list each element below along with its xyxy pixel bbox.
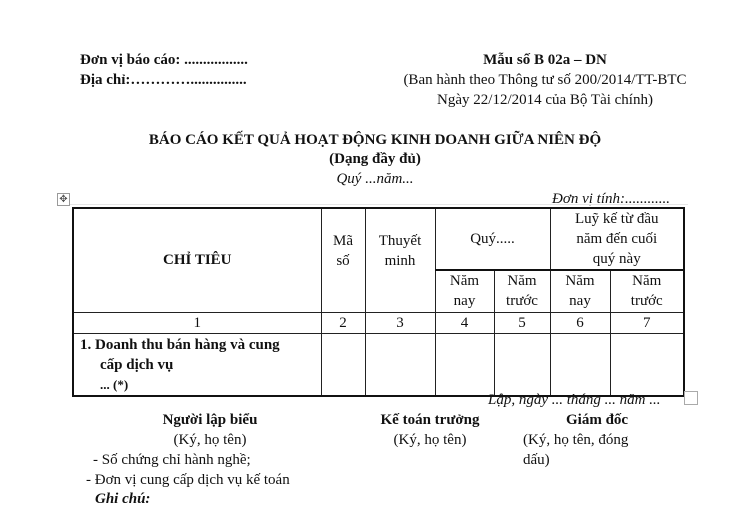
preparer-extra2: - Đơn vị cung cấp dịch vụ kế toán — [86, 472, 290, 488]
director-note-line1: (Ký, họ tên, đóng — [523, 432, 629, 448]
column-number: 7 — [610, 312, 684, 333]
subheader-line1: Năm — [507, 273, 537, 290]
header-ytd-line3: quý này — [592, 251, 641, 267]
cell-code[interactable] — [321, 333, 365, 396]
table-move-handle-icon[interactable]: ✥ — [57, 193, 70, 206]
report-period: Quý ...năm... — [336, 171, 414, 187]
header-note-line2: minh — [384, 253, 416, 269]
header-indicator: CHỈ TIÊU — [73, 208, 321, 312]
footnote-label: Ghi chú: — [95, 491, 151, 507]
column-number: 5 — [494, 312, 550, 333]
chief-accountant-note: (Ký, họ tên) — [393, 432, 467, 448]
subheader-ytd-current — [550, 270, 610, 312]
row-indicator-line2: cấp dịch vụ — [100, 356, 174, 373]
subheader-line1: Năm — [565, 273, 595, 290]
table-row — [73, 333, 684, 396]
header-code — [321, 208, 365, 312]
subheader-quarter-previous — [494, 270, 550, 312]
subheader-line2: trước — [630, 293, 663, 310]
subheader-line2: trước — [506, 293, 538, 310]
cell-note[interactable] — [365, 333, 435, 396]
report-title: BÁO CÁO KẾT QUẢ HOẠT ĐỘNG KINH DOANH GIỮA NIÊN ĐỘ — [148, 132, 602, 148]
cell-quarter-current[interactable] — [435, 333, 494, 396]
director-title: Giám đốc — [566, 412, 629, 428]
row-indicator-line3: ... (*) — [100, 376, 129, 392]
column-number: 6 — [550, 312, 610, 333]
issued-by-line2: Ngày 22/12/2014 của Bộ Tài chính) — [437, 92, 653, 108]
subheader-line2: nay — [569, 293, 591, 310]
column-number: 4 — [435, 312, 494, 333]
header-code-line2: số — [336, 253, 350, 269]
header-quarter: Quý..... — [435, 208, 550, 270]
director-note-line2: dấu) — [523, 452, 550, 468]
row-indicator-line1: 1. Doanh thu bán hàng và cung — [80, 336, 280, 353]
subheader-line1: Năm — [449, 273, 480, 290]
header-code-line1: Mã — [333, 233, 353, 249]
row-indicator[interactable] — [73, 333, 321, 396]
column-number: 2 — [321, 312, 365, 333]
cell-quarter-previous[interactable] — [494, 333, 550, 396]
cell-ytd-current[interactable] — [550, 333, 610, 396]
row-end-marker-icon — [684, 391, 698, 405]
header-ytd-line1: Luỹ kế từ đầu — [574, 211, 659, 227]
cell-ytd-previous[interactable] — [610, 333, 684, 396]
unit-label: Đơn vị tính:............ — [552, 191, 670, 207]
subheader-line1: Năm — [632, 273, 662, 290]
header-note-line1: Thuyết — [378, 233, 422, 249]
column-number: 3 — [365, 312, 435, 333]
subheader-line2: nay — [453, 293, 476, 310]
chief-accountant-title: Kế toán trưởng — [380, 412, 480, 428]
header-ytd-line2: năm đến cuối — [576, 231, 658, 247]
issued-by-line1: (Ban hành theo Thông tư số 200/2014/TT-BTC — [403, 72, 687, 88]
preparer-extra1: - Số chứng chỉ hành nghề; — [93, 452, 251, 468]
subheader-quarter-current — [435, 270, 494, 312]
report-subtitle: (Dạng đầy đủ) — [329, 151, 421, 167]
reporting-unit-label: Đơn vị báo cáo: ................. — [80, 52, 248, 68]
preparer-title: Người lập biểu — [162, 412, 258, 428]
column-number: 1 — [73, 312, 321, 333]
report-table — [72, 207, 685, 397]
column-number-row — [73, 312, 684, 333]
preparer-note: (Ký, họ tên) — [173, 432, 247, 448]
table-gridline — [68, 204, 688, 205]
subheader-ytd-previous — [610, 270, 684, 312]
header-note — [365, 208, 435, 312]
address-label: Địa chỉ:…………............... — [80, 72, 247, 88]
form-number: Mẫu số B 02a – DN — [483, 52, 607, 68]
header-ytd — [550, 208, 684, 270]
date-line: Lập, ngày ... tháng ... năm ... — [488, 392, 661, 408]
